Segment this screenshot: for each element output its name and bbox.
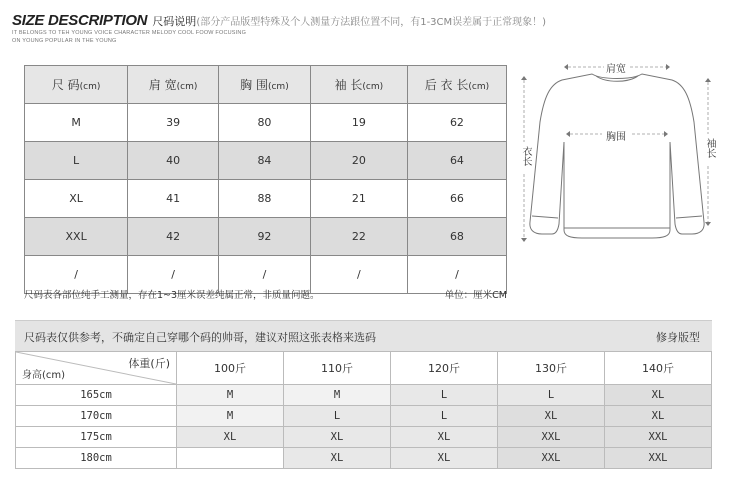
table-cell: XXL bbox=[605, 448, 712, 469]
table-cell: 19 bbox=[310, 104, 407, 142]
recommend-header bbox=[15, 320, 712, 351]
table-cell: 20 bbox=[310, 142, 407, 180]
weight-cell: 110斤 bbox=[284, 352, 391, 385]
table-cell: 22 bbox=[310, 218, 407, 256]
table-cell: L bbox=[391, 385, 498, 406]
weight-cell: 100斤 bbox=[177, 352, 284, 385]
table-cell: / bbox=[128, 256, 219, 294]
table-cell: 68 bbox=[407, 218, 506, 256]
size-table-header bbox=[25, 66, 507, 104]
height-cell: 180cm bbox=[16, 448, 177, 469]
table-cell: XL bbox=[25, 180, 128, 218]
title-note: (部分产品版型特殊及个人测量方法跟位置不同，有1-3CM误差属于正常现象！) bbox=[196, 17, 547, 28]
recommend-table bbox=[15, 351, 712, 469]
table-cell: L bbox=[498, 385, 605, 406]
table-cell: 92 bbox=[219, 218, 311, 256]
label-chest: 胸围 bbox=[606, 132, 626, 143]
table-cell: XL bbox=[498, 406, 605, 427]
weight-cell: 140斤 bbox=[605, 352, 712, 385]
label-shoulder: 肩宽 bbox=[606, 64, 626, 75]
note-unit: 单位：厘米CM bbox=[444, 290, 507, 301]
note-left: 尺码表各部位纯手工测量，存在1~3厘米误差纯属正常，非质量问题。 bbox=[24, 290, 320, 301]
shirt-diagram bbox=[512, 52, 722, 252]
table-cell: M bbox=[177, 385, 284, 406]
height-label: 身高(cm) bbox=[22, 370, 66, 381]
page-header bbox=[12, 10, 546, 45]
table-row bbox=[25, 104, 507, 142]
recommend-section bbox=[15, 320, 712, 469]
table-row bbox=[16, 406, 712, 427]
header-cell: 胸 围(cm) bbox=[219, 66, 311, 104]
table-cell: 40 bbox=[128, 142, 219, 180]
table-cell: 41 bbox=[128, 180, 219, 218]
table-cell: / bbox=[219, 256, 311, 294]
table-cell: M bbox=[25, 104, 128, 142]
table-cell bbox=[177, 448, 284, 469]
table-cell: 64 bbox=[407, 142, 506, 180]
table-row bbox=[16, 385, 712, 406]
table-row bbox=[16, 448, 712, 469]
table-cell: XL bbox=[605, 385, 712, 406]
title-en: SIZE DESCRIPTION bbox=[12, 12, 148, 29]
table-cell: XL bbox=[605, 406, 712, 427]
header-cell: 袖 长(cm) bbox=[310, 66, 407, 104]
table-row bbox=[16, 427, 712, 448]
table-cell: M bbox=[177, 406, 284, 427]
size-table bbox=[24, 65, 507, 294]
height-cell: 175cm bbox=[16, 427, 177, 448]
table-cell: L bbox=[25, 142, 128, 180]
table-cell: 39 bbox=[128, 104, 219, 142]
table-row bbox=[25, 142, 507, 180]
table-cell: 62 bbox=[407, 104, 506, 142]
table-cell: XL bbox=[177, 427, 284, 448]
corner-cell bbox=[16, 352, 177, 385]
table-cell: XL bbox=[391, 427, 498, 448]
table-cell: XXL bbox=[498, 427, 605, 448]
table-cell: XL bbox=[284, 427, 391, 448]
subtitle-line-2: ON YOUNG POPULAR IN THE YOUNG bbox=[12, 38, 117, 44]
table-cell: M bbox=[284, 385, 391, 406]
table-cell: XXL bbox=[605, 427, 712, 448]
fit-type: 修身版型 bbox=[656, 331, 700, 344]
weight-cell: 120斤 bbox=[391, 352, 498, 385]
table-cell: 66 bbox=[407, 180, 506, 218]
table-cell: 21 bbox=[310, 180, 407, 218]
header-cell: 后 衣 长(cm) bbox=[407, 66, 506, 104]
table-cell: L bbox=[391, 406, 498, 427]
table-row bbox=[25, 180, 507, 218]
table-cell: L bbox=[284, 406, 391, 427]
label-sleeve: 袖长 bbox=[704, 138, 715, 158]
table-cell: XXL bbox=[498, 448, 605, 469]
shirt-outline-icon bbox=[512, 52, 722, 252]
subtitle-line-1: IT BELONGS TO TEH YOUNG VOICE CHARACTER MELODY COOL FOOW FOCUSING bbox=[12, 30, 247, 36]
weight-header-row bbox=[16, 352, 712, 385]
header-cell: 尺 码(cm) bbox=[25, 66, 128, 104]
weight-label: 体重(斤) bbox=[128, 357, 170, 370]
measure-note bbox=[24, 287, 507, 301]
title-line bbox=[12, 10, 546, 29]
table-cell: XL bbox=[284, 448, 391, 469]
table-cell: 84 bbox=[219, 142, 311, 180]
table-cell: 42 bbox=[128, 218, 219, 256]
height-cell: 170cm bbox=[16, 406, 177, 427]
height-cell: 165cm bbox=[16, 385, 177, 406]
table-cell: / bbox=[310, 256, 407, 294]
table-cell: XL bbox=[391, 448, 498, 469]
table-cell: / bbox=[407, 256, 506, 294]
table-cell: 88 bbox=[219, 180, 311, 218]
recommend-intro: 尺码表仅供参考，不确定自己穿哪个码的帅哥，建议对照这张表格来选码 bbox=[24, 331, 376, 344]
header-cell: 肩 宽(cm) bbox=[128, 66, 219, 104]
table-cell: 80 bbox=[219, 104, 311, 142]
label-length: 衣长 bbox=[520, 146, 531, 166]
table-cell: / bbox=[25, 256, 128, 294]
table-cell: XXL bbox=[25, 218, 128, 256]
title-cn: 尺码说明 bbox=[152, 15, 197, 28]
weight-cell: 130斤 bbox=[498, 352, 605, 385]
table-row bbox=[25, 218, 507, 256]
